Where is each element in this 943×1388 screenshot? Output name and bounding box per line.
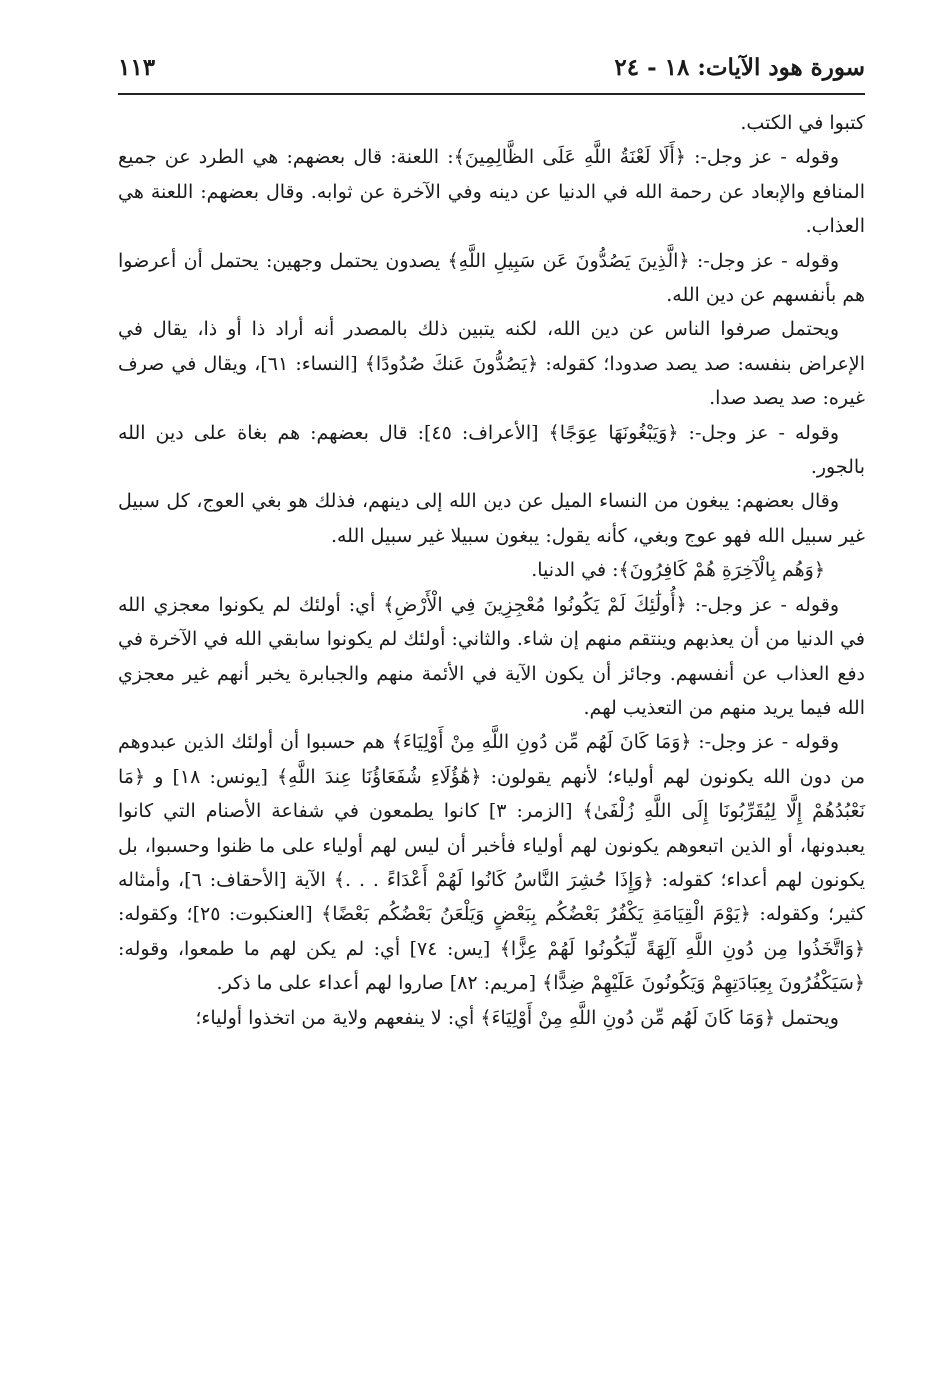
paragraph: وقوله - عز وجل-: ﴿أُولَٰئِكَ لَمْ يَكُونُوا مُعْجِزِينَ فِي الْأَرْضِ﴾ أي: أولئك لم يكونوا معجزي الله في الدنيا من أن يعذبهم وينتقم منهم إن شاء. والثاني: أولئك لم يكونوا سابقي الله في الآخرة في دفع العذاب عن أنفسهم. وجائز أن يكون الآية في الأئمة منهم والجبابرة يخبر أنهم غير معجزي الله فيما يريد منهم من التعذيب لهم. bbox=[118, 593, 865, 719]
page-number: ١١٣ bbox=[118, 54, 156, 81]
paragraph: ويحتمل صرفوا الناس عن دين الله، لكنه يتبين ذلك بالمصدر أنه أراد ذا أو ذا، يقال في الإعراض بنفسه: صد يصد صدودا؛ كقوله: ﴿يَصُدُّونَ عَنكَ صُدُودًا﴾ [النساء: ٦١]، ويقال في صرف غيره: صد يصد صدا. bbox=[118, 318, 865, 410]
paragraph: وقوله - عز وجل-: ﴿الَّذِينَ يَصُدُّونَ عَن سَبِيلِ اللَّهِ﴾ يصدون يحتمل وجهين: يحتمل أن أعرضوا هم بأنفسهم عن دين الله. bbox=[118, 249, 865, 307]
paragraph: وقوله - عز وجل-: ﴿وَيَبْغُونَهَا عِوَجًا﴾ [الأعراف: ٤٥]: قال بعضهم: هم بغاة على دين الله بالجور. bbox=[118, 421, 865, 479]
running-header bbox=[118, 52, 865, 90]
paragraph: وقوله - عز وجل-: ﴿وَمَا كَانَ لَهُم مِّن دُونِ اللَّهِ مِنْ أَوْلِيَاءَ﴾ هم حسبوا أن أولئك الذين عبدوهم من دون الله يكونون لهم أولياء؛ لأنهم يقولون: ﴿هَٰؤُلَاءِ شُفَعَاؤُنَا عِندَ اللَّهِ﴾ [يونس: ١٨] و ﴿مَا نَعْبُدُهُمْ إِلَّا لِيُقَرِّبُونَا إِلَى اللَّهِ زُلْفَىٰ﴾ [الزمر: ٣] كانوا يطمعون في شفاعة الأصنام التي كانوا يعبدونها، أو الذين اتبعوهم يكونون لهم أولياء فأخبر أن ليس لهم أولياء على ما ظنوا وحسبوا، بل يكونون لهم أعداء؛ كقوله: ﴿وَإِذَا حُشِرَ النَّاسُ كَانُوا لَهُمْ أَعْدَاءً . . .﴾ الآية [الأحقاف: ٦]، وأمثاله كثير؛ وكقوله: ﴿يَوْمَ الْقِيَامَةِ يَكْفُرُ بَعْضُكُم بِبَعْضٍ وَيَلْعَنُ بَعْضُكُم بَعْضًا﴾ [العنكبوت: ٢٥]؛ وكقوله: ﴿وَاتَّخَذُوا مِن دُونِ اللَّهِ آلِهَةً لِّيَكُونُوا لَهُمْ عِزًّا﴾ [يس: ٧٤] أي: لم يكن لهم ما طمعوا، وقوله: ﴿سَيَكْفُرُونَ بِعِبَادَتِهِمْ وَيَكُونُونَ عَلَيْهِمْ ضِدًّا﴾ [مريم: ٨٢] صاروا لهم أعداء على ما ذكر. bbox=[118, 731, 866, 995]
paragraph: وقوله - عز وجل-: ﴿أَلَا لَعْنَةُ اللَّهِ عَلَى الظَّالِمِينَ﴾: اللعنة: قال بعضهم: هي الطرد عن جميع المنافع والإبعاد عن رحمة الله في الدنيا عن دينه وفي الآخرة عن ثوابه. وقال بعضهم: اللعنة هي العذاب. bbox=[118, 146, 865, 238]
header-divider bbox=[118, 93, 865, 95]
paragraph: كتبوا في الكتب. bbox=[740, 112, 865, 134]
paragraph: وقال بعضهم: يبغون من النساء الميل عن دين الله إلى دينهم، فذلك هو بغي العوج، كل سبيل غير سبيل الله فهو عوج وبغي، كأنه يقول: يبغون سبيلا غير سبيل الله. bbox=[118, 490, 865, 547]
surah-verse-range-title: سورة هود الآيات: ١٨ - ٢٤ bbox=[614, 54, 865, 81]
paragraph: ﴿وَهُم بِالْآخِرَةِ هُمْ كَافِرُونَ﴾: في الدنيا. bbox=[531, 559, 825, 582]
commentary-text bbox=[118, 106, 865, 1035]
paragraph: ويحتمل ﴿وَمَا كَانَ لَهُم مِّن دُونِ اللَّهِ مِنْ أَوْلِيَاءَ﴾ أي: لا ينفعهم ولاية من اتخذوا أولياء؛ bbox=[195, 1006, 839, 1029]
